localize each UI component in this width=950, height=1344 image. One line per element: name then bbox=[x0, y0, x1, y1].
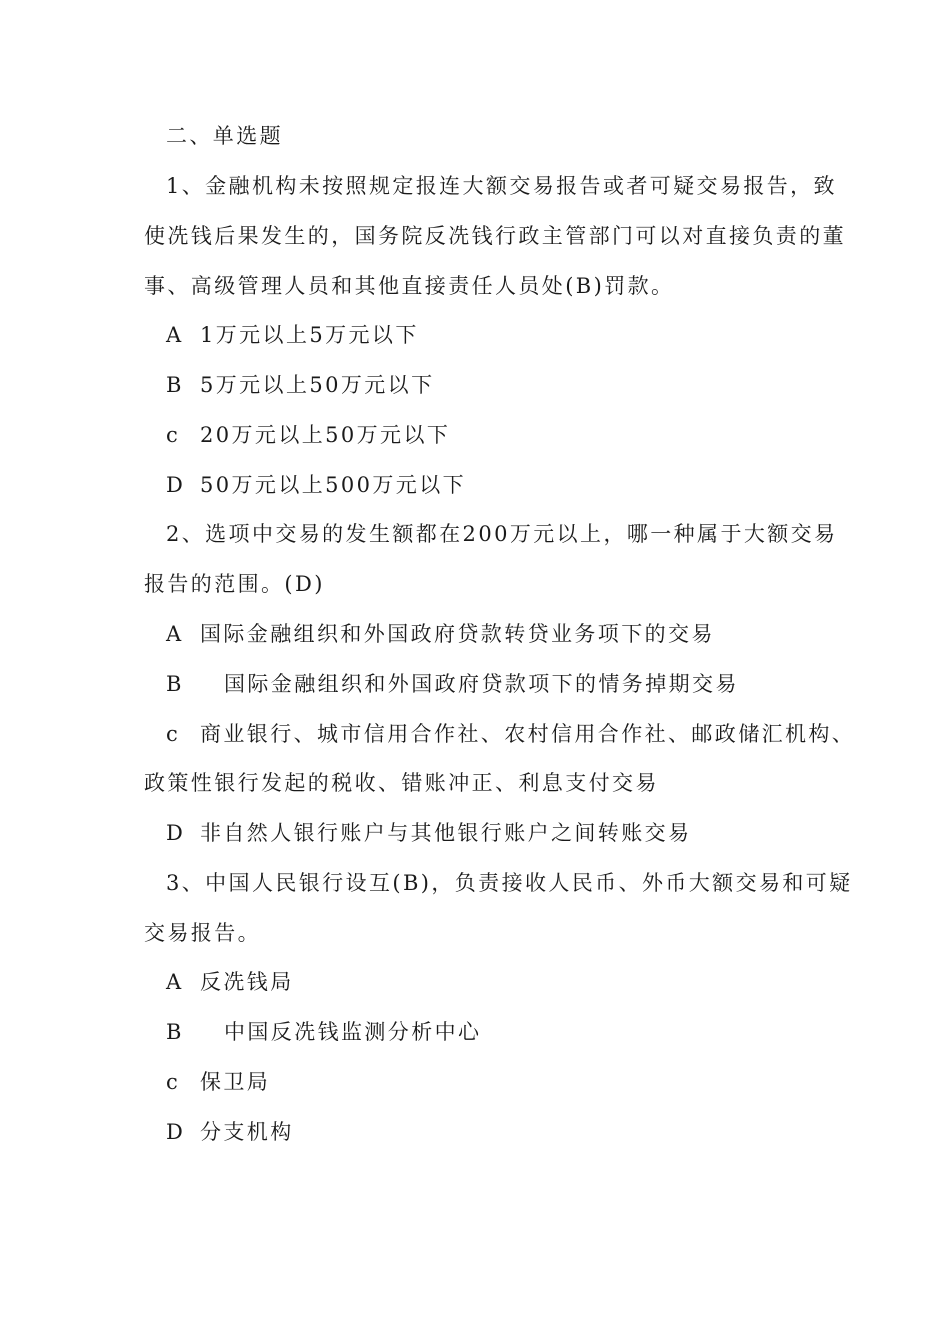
option-letter: c bbox=[166, 1070, 181, 1094]
option-text: 国际金融组织和外国政府贷款转贷业务项下的交易 bbox=[200, 622, 715, 646]
question-3-option-d bbox=[166, 1117, 294, 1147]
question-1-option-b bbox=[166, 370, 434, 400]
question-3-line-2: 交易报告。 bbox=[144, 921, 261, 945]
option-letter: D bbox=[166, 1120, 186, 1144]
option-text: 20万元以上50万元以下 bbox=[200, 423, 451, 447]
option-letter: D bbox=[166, 821, 186, 845]
question-3-option-c bbox=[166, 1067, 270, 1097]
option-text: 保卫局 bbox=[200, 1070, 271, 1094]
question-3-line-1: 3、中国人民银行设互(B)，负责接收人民币、外币大额交易和可疑 bbox=[166, 871, 853, 895]
question-3-option-a bbox=[166, 967, 294, 997]
option-text: 非自然人银行账户与其他银行账户之间转账交易 bbox=[200, 821, 692, 845]
question-1-line-2: 使冼钱后果发生的，国务院反冼钱行政主管部门可以对直接负责的董 bbox=[144, 224, 846, 248]
option-letter: c bbox=[166, 722, 181, 746]
option-text: 商业银行、城市信用合作社、农村信用合作社、邮政储汇机构、 bbox=[200, 722, 856, 746]
question-1-line-1: 1、金融机构未按照规定报连大额交易报告或者可疑交易报告，致 bbox=[166, 174, 837, 198]
option-text: 分支机构 bbox=[200, 1120, 294, 1144]
option-text: 50万元以上500万元以下 bbox=[200, 473, 467, 497]
option-text: 中国反冼钱监测分析中心 bbox=[224, 1020, 482, 1044]
question-2-option-b bbox=[166, 669, 739, 699]
question-2-option-c bbox=[166, 719, 855, 749]
question-1-line-3: 事、高级管理人员和其他直接责任人员处(B)罚款。 bbox=[144, 274, 675, 298]
section-title: 二、单选题 bbox=[166, 124, 283, 148]
question-2-option-c-continuation: 政策性银行发起的税收、错账冲正、利息支付交易 bbox=[144, 771, 659, 795]
option-letter: B bbox=[166, 672, 184, 696]
option-text: 5万元以上50万元以下 bbox=[200, 373, 435, 397]
option-letter: D bbox=[166, 473, 186, 497]
option-letter: B bbox=[166, 1020, 184, 1044]
question-1-option-c bbox=[166, 420, 450, 450]
option-letter: A bbox=[166, 323, 184, 347]
option-letter: A bbox=[166, 970, 184, 994]
question-2-option-d bbox=[166, 818, 691, 848]
option-text: 国际金融组织和外国政府贷款项下的情务掉期交易 bbox=[224, 672, 739, 696]
question-1-option-d bbox=[166, 470, 466, 500]
option-letter: A bbox=[166, 622, 184, 646]
option-text: 1万元以上5万元以下 bbox=[200, 323, 419, 347]
question-2-line-2: 报告的范围。(D) bbox=[144, 572, 325, 596]
question-3-option-b bbox=[166, 1017, 481, 1047]
question-2-line-1: 2、选项中交易的发生额都在200万元以上，哪一种属于大额交易 bbox=[166, 522, 838, 546]
option-letter: B bbox=[166, 373, 184, 397]
option-text: 反冼钱局 bbox=[200, 970, 294, 994]
question-1-option-a bbox=[166, 320, 419, 350]
option-letter: c bbox=[166, 423, 181, 447]
question-2-option-a bbox=[166, 619, 715, 649]
